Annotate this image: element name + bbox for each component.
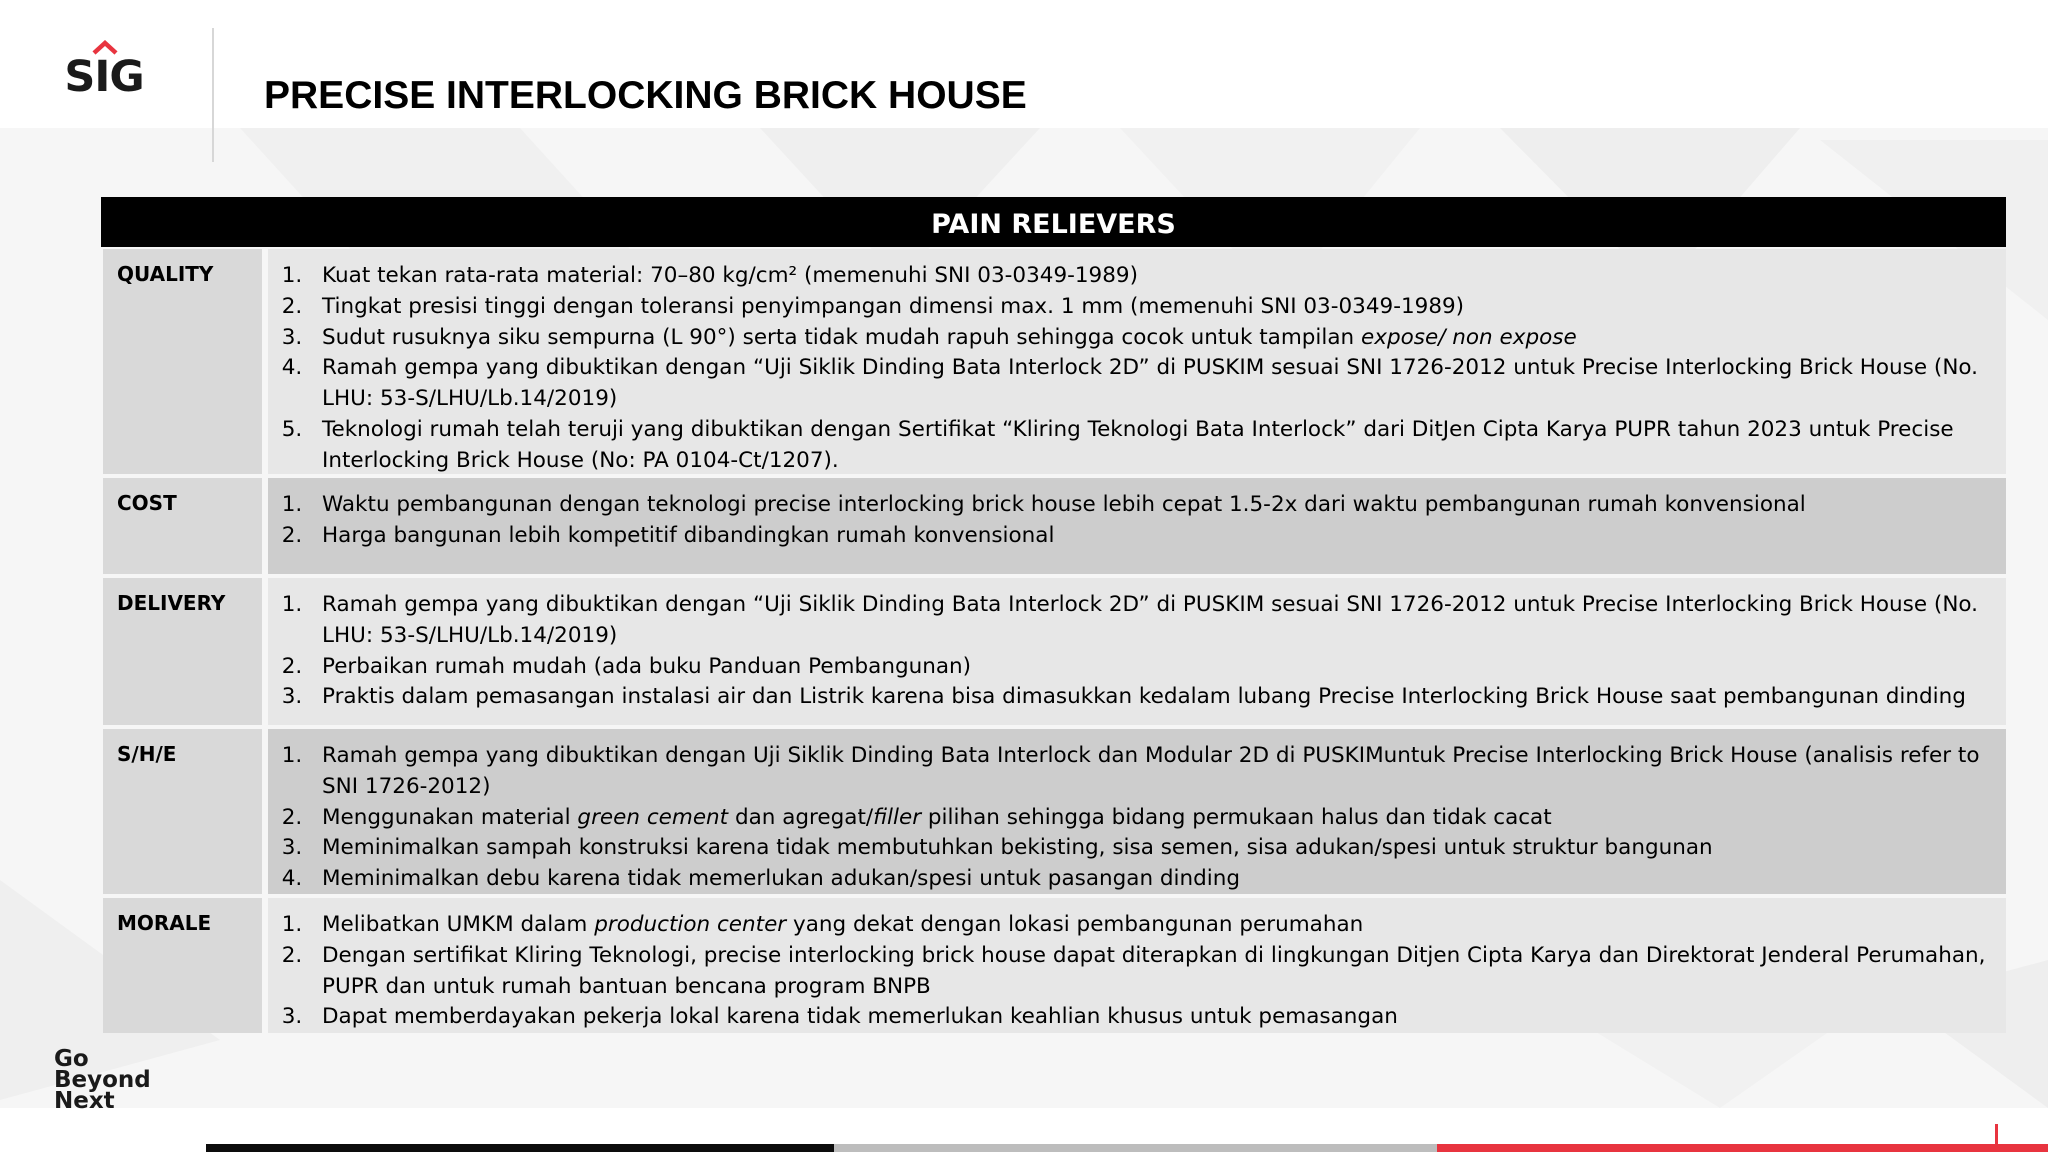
item-text: Sudut rusuknya siku sempurna (L 90°) serta tidak mudah rapuh sehingga cocok untuk tampilan	[322, 324, 1362, 350]
list-number: 2.	[281, 804, 303, 830]
numbered-list	[268, 741, 1996, 895]
item-text: Ramah gempa yang dibuktikan dengan “Uji Siklik Dinding Bata Interlock 2D” di PUSKIM sesuai SNI 1726-2012 untuk Precise Interlocking Brick House (No. LHU: 53-S/LHU/Lb.14/2019)	[322, 355, 1979, 412]
italic-text: production center	[594, 912, 787, 937]
item-text: Teknologi rumah telah teruji yang dibuktikan dengan Sertifikat “Kliring Teknologi Bata Interlock” dari DitJen Cipta Karya PUPR tahun 2023 untuk Precise Interlocking Brick House (No: PA 0104-Ct/1207).	[322, 416, 1954, 473]
numbered-list	[268, 261, 1996, 477]
go-beyond-next-logo	[54, 1046, 151, 1114]
sig-logo	[52, 40, 156, 110]
item-text: Ramah gempa yang dibuktikan dengan “Uji Siklik Dinding Bata Interlock 2D” di PUSKIM sesuai SNI 1726-2012 untuk Precise Interlocking Brick House (No. LHU: 53-S/LHU/Lb.14/2019)	[322, 592, 1979, 648]
list-number: 1.	[281, 592, 303, 617]
item-text: Meminimalkan debu karena tidak memerlukan adukan/spesi untuk pasangan dinding	[322, 866, 1241, 892]
list-number: 2.	[281, 942, 303, 968]
numbered-list	[268, 490, 1996, 552]
item-text: Dengan sertifikat Kliring Teknologi, precise interlocking brick house dapat diterapkan di lingkungan Ditjen Cipta Karya dan Direktorat Jenderal Perumahan, PUPR dan untuk rumah bantuan bencana program BNPB	[322, 942, 1986, 999]
list-number: 1.	[281, 743, 303, 768]
list-item	[268, 1002, 1996, 1033]
footer-bar-red	[1437, 1144, 2048, 1152]
item-text: pilihan sehingga bidang permukaan halus dan tidak cacat	[921, 804, 1552, 830]
list-number: 3.	[281, 835, 303, 861]
list-number: 4.	[281, 355, 303, 381]
list-item	[268, 415, 1996, 477]
list-item	[268, 261, 1996, 292]
list-item	[268, 652, 1996, 683]
list-number: 3.	[281, 324, 303, 350]
list-item	[268, 292, 1996, 323]
footer-bar-gray	[834, 1144, 1437, 1152]
table-row	[101, 249, 2006, 474]
row-content	[268, 578, 2006, 725]
slide-title: PRECISE INTERLOCKING BRICK HOUSE	[264, 74, 1027, 117]
footer-red-tick	[1995, 1124, 1998, 1146]
row-label: S/H/E	[103, 729, 262, 894]
list-item	[268, 910, 1996, 941]
item-text: Harga bangunan lebih kompetitif dibandingkan rumah konvensional	[322, 522, 1055, 548]
italic-text: green cement	[577, 804, 729, 830]
list-number: 1.	[281, 492, 303, 517]
item-text: Meminimalkan sampah konstruksi karena tidak membutuhkan bekisting, sisa semen, sisa adukan/spesi untuk struktur bangunan	[322, 835, 1713, 861]
list-item	[268, 941, 1996, 1003]
list-item	[268, 803, 1996, 834]
item-text: Melibatkan UMKM dalam	[322, 912, 595, 937]
list-number: 1.	[281, 263, 303, 288]
italic-text: filler	[873, 804, 922, 830]
list-item	[268, 864, 1996, 895]
list-number: 4.	[281, 866, 303, 892]
list-item	[268, 521, 1996, 552]
list-item	[268, 833, 1996, 864]
row-label: COST	[103, 478, 262, 574]
item-text: Kuat tekan rata-rata material: 70–80 kg/cm² (memenuhi SNI 03-0349-1989)	[322, 263, 1138, 288]
item-text: Ramah gempa yang dibuktikan dengan Uji Siklik Dinding Bata Interlock dan Modular 2D di PUSKIMuntuk Precise Interlocking Brick House (analisis refer to SNI 1726-2012)	[322, 743, 1980, 799]
item-text: Perbaikan rumah mudah (ada buku Panduan Pembangunan)	[322, 653, 972, 679]
row-content	[268, 478, 2006, 574]
footer-bar-black	[206, 1144, 834, 1152]
list-number: 2.	[281, 653, 303, 679]
row-content	[268, 249, 2006, 474]
header-divider	[212, 28, 214, 162]
item-text: yang dekat dengan lokasi pembangunan perumahan	[786, 912, 1364, 937]
list-item	[268, 323, 1996, 354]
tagline-line-3: Next	[54, 1088, 115, 1114]
item-text: Menggunakan material	[322, 804, 578, 830]
table-row	[101, 898, 2006, 1033]
list-item	[268, 353, 1996, 415]
list-item	[268, 490, 1996, 521]
row-content	[268, 729, 2006, 894]
logo-text: SIG	[64, 52, 144, 102]
table-rows	[101, 249, 2006, 1033]
item-text: Waktu pembangunan dengan teknologi precise interlocking brick house lebih cepat 1.5-2x dari waktu pembangunan rumah konvensional	[322, 492, 1806, 517]
table-row	[101, 478, 2006, 574]
list-number: 2.	[281, 522, 303, 548]
list-number: 2.	[281, 293, 303, 319]
tagline-line-1: Go	[54, 1046, 89, 1072]
italic-text: expose/ non expose	[1361, 324, 1577, 350]
tagline-line-2: Beyond	[54, 1067, 151, 1093]
row-label: DELIVERY	[103, 578, 262, 725]
table-header: PAIN RELIEVERS	[101, 197, 2006, 247]
numbered-list	[268, 590, 1996, 713]
item-text: Tingkat presisi tinggi dengan toleransi penyimpangan dimensi max. 1 mm (memenuhi SNI 03-0349-1989)	[322, 293, 1465, 319]
table-row	[101, 729, 2006, 894]
list-number: 3.	[281, 684, 303, 710]
list-item	[268, 682, 1996, 713]
item-text: dan agregat/	[728, 804, 874, 830]
list-number: 5.	[281, 416, 303, 442]
table-row	[101, 578, 2006, 725]
list-item	[268, 741, 1996, 803]
row-label: QUALITY	[103, 249, 262, 474]
pain-relievers-table	[101, 197, 2006, 1033]
row-label: MORALE	[103, 898, 262, 1033]
list-number: 3.	[281, 1004, 303, 1030]
row-content	[268, 898, 2006, 1033]
item-text: Dapat memberdayakan pekerja lokal karena tidak memerlukan keahlian khusus untuk pemasangan	[322, 1004, 1398, 1030]
list-item	[268, 590, 1996, 652]
numbered-list	[268, 910, 1996, 1033]
item-text: Praktis dalam pemasangan instalasi air dan Listrik karena bisa dimasukkan kedalam lubang Precise Interlocking Brick House saat pembangunan dinding	[322, 684, 1966, 710]
list-number: 1.	[281, 912, 303, 937]
